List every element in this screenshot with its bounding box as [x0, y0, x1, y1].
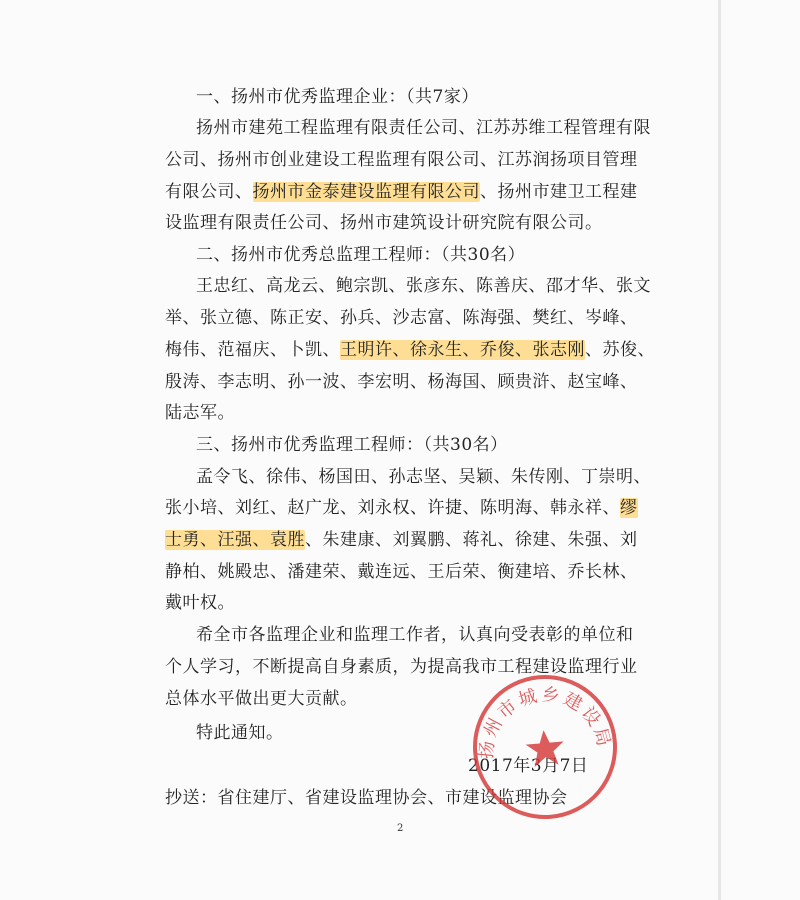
section2-line2: 举、张立德、陈正安、孙兵、沙志富、陈海强、樊红、岑峰、: [165, 308, 638, 328]
section1-line3-post: 、扬州市建卫工程建: [480, 182, 638, 202]
highlighted-names: 士勇、汪强、袁胜: [165, 530, 305, 550]
closing-notice: 特此通知。: [196, 723, 284, 743]
section3-line3-post: 、朱建康、刘翼鹏、蒋礼、徐建、朱强、刘: [305, 530, 638, 550]
official-seal: [464, 666, 627, 829]
section3-line2: [165, 497, 638, 519]
section3-heading: 三、扬州市优秀监理工程师：（共30名）: [196, 435, 508, 455]
section3-line5: 戴叶权。: [165, 593, 235, 613]
highlighted-name-start: 缪: [620, 498, 638, 518]
highlighted-company: 扬州市金泰建设监理有限公司: [252, 182, 480, 202]
section1-line3: [165, 181, 638, 203]
section2-line3: [165, 339, 655, 361]
cc-line: 抄送：省住建厅、省建设监理协会、市建设监理协会: [165, 788, 568, 808]
section1-line1: 扬州市建苑工程监理有限责任公司、江苏苏维工程管理有限: [196, 118, 651, 138]
section2-line1: 王忠红、高龙云、鲍宗凯、张彦东、陈善庆、邵才华、张文: [196, 276, 651, 296]
section1-line4: 设监理有限责任公司、扬州市建筑设计研究院有限公司。: [165, 213, 603, 233]
section1-line3-pre: 有限公司、: [165, 182, 253, 202]
seal-text: 扬州市城乡建设局: [475, 684, 615, 760]
section2-line3-pre: 梅伟、范福庆、卜凯、: [165, 340, 340, 360]
section2-line5: 陆志军。: [165, 403, 235, 423]
document-date: 2017年3月7日: [468, 756, 589, 776]
page-edge: [718, 0, 721, 900]
section3-line1: 孟令飞、徐伟、杨国田、孙志坚、吴颖、朱传刚、丁崇明、: [196, 467, 651, 487]
section1-heading: 一、扬州市优秀监理企业：（共7家）: [196, 87, 479, 107]
section2-line3-post: 、苏俊、: [585, 340, 655, 360]
closing-line3: 总体水平做出更大贡献。: [165, 689, 358, 709]
closing-line1: 希全市各监理企业和监理工作者，认真向受表彰的单位和: [196, 625, 634, 645]
closing-line2: 个人学习，不断提高自身素质，为提高我市工程建设监理行业: [165, 657, 638, 677]
section2-line4: 殷涛、李志明、孙一波、李宏明、杨海国、顾贵浒、赵宝峰、: [165, 372, 638, 392]
section3-line2-pre: 张小培、刘红、赵广龙、刘永权、许捷、陈明海、韩永祥、: [165, 498, 620, 518]
section2-heading: 二、扬州市优秀总监理工程师：（共30名）: [196, 245, 526, 265]
section1-line2: 公司、扬州市创业建设工程监理有限公司、江苏润扬项目管理: [165, 150, 638, 170]
section3-line3: [165, 529, 638, 551]
page-number: 2: [397, 823, 404, 834]
section3-line4: 静柏、姚殿忠、潘建荣、戴连远、王后荣、衡建培、乔长林、: [165, 562, 638, 582]
seal-star: [525, 728, 566, 767]
highlighted-names: 王明许、徐永生、乔俊、张志刚: [340, 340, 585, 360]
